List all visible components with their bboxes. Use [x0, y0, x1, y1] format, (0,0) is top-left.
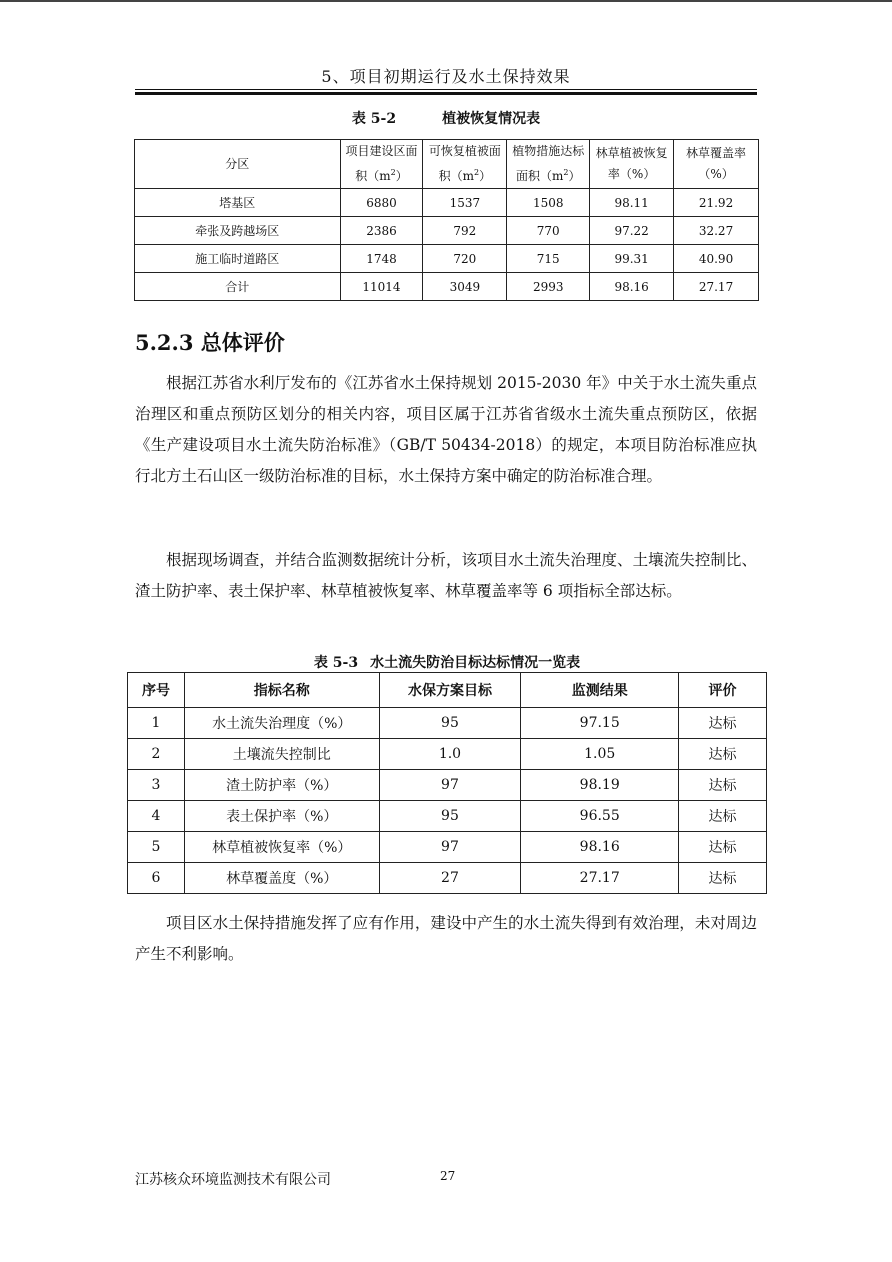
cell-no: 3 [128, 770, 185, 801]
table-row [135, 245, 759, 273]
cell-restorable: 792 [423, 217, 507, 245]
cell-no: 5 [128, 832, 185, 863]
cell-indicator: 林草覆盖度（%） [184, 863, 379, 894]
cell-indicator: 土壤流失控制比 [184, 739, 379, 770]
table2-caption-number: 表 5-3 [313, 655, 359, 671]
cell-target: 27 [379, 863, 521, 894]
page-header: 5、项目初期运行及水土保持效果 [321, 67, 571, 86]
cell-recovery: 99.31 [590, 245, 674, 273]
cell-target: 95 [379, 708, 521, 739]
footer-company: 江苏核众环境监测技术有限公司 [135, 1172, 331, 1188]
cell-eval: 达标 [679, 708, 767, 739]
header-indicator: 指标名称 [184, 673, 379, 708]
cell-planted: 715 [507, 245, 590, 273]
cell-no: 4 [128, 801, 185, 832]
target-compliance-table [127, 672, 767, 894]
table-row [128, 863, 767, 894]
header-zone: 分区 [135, 140, 341, 189]
cell-coverage: 27.17 [674, 273, 759, 301]
cell-recovery: 97.22 [590, 217, 674, 245]
cell-recovery: 98.16 [590, 273, 674, 301]
cell-eval: 达标 [679, 801, 767, 832]
cell-area: 11014 [340, 273, 423, 301]
cell-target: 97 [379, 832, 521, 863]
cell-area: 2386 [340, 217, 423, 245]
paragraph-standard: 根据江苏省水利厅发布的《江苏省水土保持规划 2015-2030 年》中关于水土流失重点治理区和重点预防区划分的相关内容，项目区属于江苏省省级水土流失重点预防区，依据《生产建设项目水土流失防治标准》（GB/T 50434-2018）的规定，本项目防治标准应执行北方土石山区一级防治标准的目标，水土保持方案中确定的防治标准合理。 [135, 374, 757, 485]
cell-coverage: 21.92 [674, 189, 759, 217]
cell-no: 6 [128, 863, 185, 894]
header-no: 序号 [128, 673, 185, 708]
cell-eval: 达标 [679, 770, 767, 801]
vegetation-recovery-table [134, 139, 759, 301]
cell-result: 98.16 [521, 832, 679, 863]
table-row [128, 770, 767, 801]
cell-coverage: 32.27 [674, 217, 759, 245]
table1-caption [135, 108, 757, 128]
cell-result: 97.15 [521, 708, 679, 739]
table-total-row [135, 273, 759, 301]
table-header-row [135, 140, 759, 189]
cell-no: 2 [128, 739, 185, 770]
cell-indicator: 水土流失治理度（%） [184, 708, 379, 739]
cell-result: 96.55 [521, 801, 679, 832]
table-row [135, 189, 759, 217]
cell-planted: 2993 [507, 273, 590, 301]
cell-indicator: 林草植被恢复率（%） [184, 832, 379, 863]
section-title: 5.2.3 总体评价 [135, 330, 285, 355]
paragraph-conclusion: 项目区水土保持措施发挥了应有作用，建设中产生的水土流失得到有效治理，未对周边产生不利影响。 [135, 914, 757, 963]
cell-planted: 1508 [507, 189, 590, 217]
cell-eval: 达标 [679, 832, 767, 863]
header-restorable-area: 可恢复植被面 积$(m^2)$ [423, 140, 507, 189]
page-top-border [0, 0, 892, 2]
table-row [135, 217, 759, 245]
table-header-row [128, 673, 767, 708]
cell-restorable: 1537 [423, 189, 507, 217]
cell-restorable: 3049 [423, 273, 507, 301]
table-row [128, 739, 767, 770]
paragraph-indicators: 根据现场调查，并结合监测数据统计分析，该项目水土流失治理度、土壤流失控制比、渣土防护率、表土保护率、林草植被恢复率、林草覆盖率等 6 项指标全部达标。 [135, 551, 757, 600]
cell-result: 1.05 [521, 739, 679, 770]
cell-no: 1 [128, 708, 185, 739]
cell-indicator: 表土保护率（%） [184, 801, 379, 832]
header-rule-thick [135, 92, 757, 95]
header-coverage-rate: 林草覆盖率 （%） [674, 140, 759, 189]
header-rule [135, 89, 757, 90]
table1-caption-number: 表 5-2 [351, 111, 397, 127]
table2-caption [128, 652, 766, 672]
page-number: 27 [440, 1169, 456, 1183]
table-row [128, 832, 767, 863]
table2-caption-title: 水土流失防治目标达标情况一览表 [370, 655, 581, 671]
cell-zone: 塔基区 [135, 189, 341, 217]
cell-eval: 达标 [679, 863, 767, 894]
cell-recovery: 98.11 [590, 189, 674, 217]
table-row [128, 708, 767, 739]
header-target: 水保方案目标 [379, 673, 521, 708]
cell-target: 97 [379, 770, 521, 801]
cell-target: 1.0 [379, 739, 521, 770]
header-project-area: 项目建设区面 积$(m^2)$ [340, 140, 423, 189]
cell-planted: 770 [507, 217, 590, 245]
cell-restorable: 720 [423, 245, 507, 273]
header-result: 监测结果 [521, 673, 679, 708]
cell-zone: 合计 [135, 273, 341, 301]
cell-result: 27.17 [521, 863, 679, 894]
header-eval: 评价 [679, 673, 767, 708]
cell-zone: 施工临时道路区 [135, 245, 341, 273]
cell-coverage: 40.90 [674, 245, 759, 273]
cell-area: 6880 [340, 189, 423, 217]
table-row [128, 801, 767, 832]
cell-target: 95 [379, 801, 521, 832]
cell-eval: 达标 [679, 739, 767, 770]
table1-caption-title: 植被恢复情况表 [442, 111, 541, 127]
cell-indicator: 渣土防护率（%） [184, 770, 379, 801]
cell-area: 1748 [340, 245, 423, 273]
header-recovery-rate: 林草植被恢复 率（%） [590, 140, 674, 189]
cell-result: 98.19 [521, 770, 679, 801]
cell-zone: 牵张及跨越场区 [135, 217, 341, 245]
header-planted-area: 植物措施达标 面积$(m^2)$ [507, 140, 590, 189]
